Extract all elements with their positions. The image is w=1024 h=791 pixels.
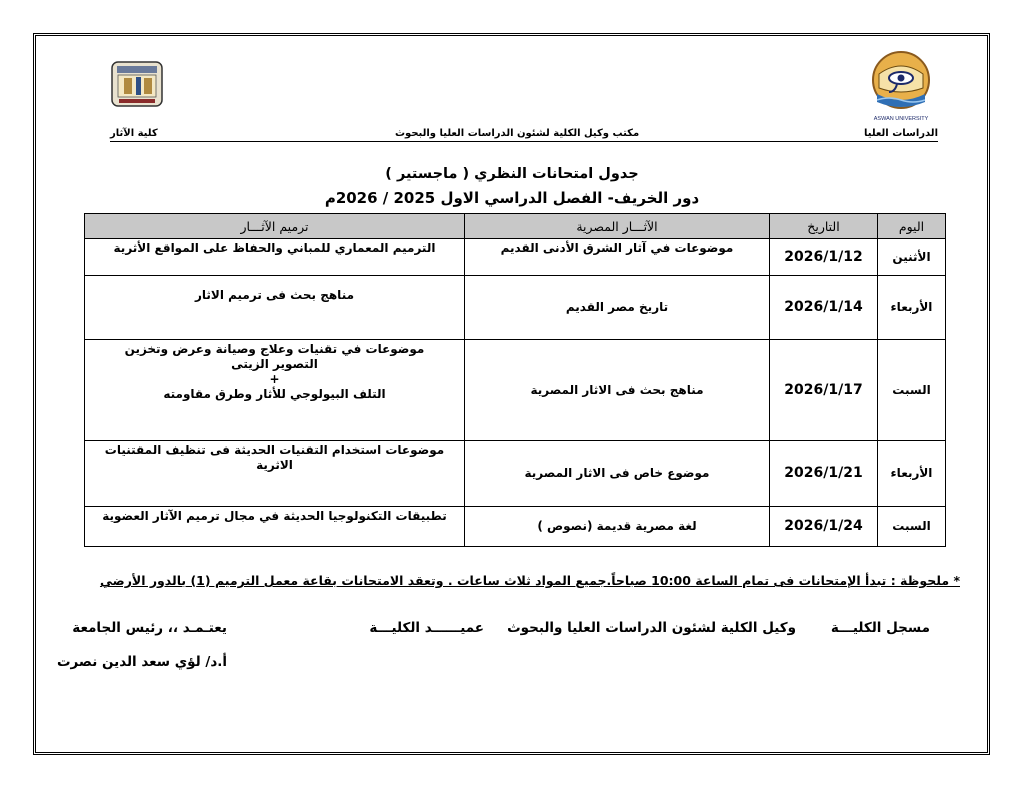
restoration-subject-cell: مناهج بحث فى ترميم الاثار — [85, 276, 465, 340]
table-header-row — [85, 214, 946, 239]
restoration-subject-cell: الترميم المعماري للمباني والحفاظ على المواقع الأثرية — [85, 239, 465, 276]
vice-dean-signature: وكيل الكلية لشئون الدراسات العليا والبحوث — [507, 620, 796, 636]
header-antiquities-restoration: ترميم الآثـــار — [85, 214, 465, 239]
table-row — [85, 340, 946, 441]
header-divider — [110, 141, 938, 142]
header-date: التاريخ — [770, 214, 878, 239]
exam-schedule-table — [84, 213, 946, 547]
restoration-subject-line: موضوعات في تقنيات وعلاج وصيانة وعرض وتخزين — [124, 342, 425, 356]
day-cell: الأثنين — [878, 239, 946, 276]
restoration-subject-cell — [85, 441, 465, 507]
table-row — [85, 441, 946, 507]
day-cell: الأربعاء — [878, 276, 946, 340]
restoration-subject-line: التصوير الزيتى — [231, 357, 318, 371]
exam-note: * ملحوظة : تبدأ الإمتحانات فى تمام الساعة 10:00 صباحاً.جميع المواد ثلاث ساعات . وتعقد الامتحانات بقاعة معمل الترميم (1) بالدور الأرضي — [99, 573, 960, 588]
egyptian-subject-cell: موضوعات في آثار الشرق الأدنى القديم — [465, 239, 770, 276]
restoration-subject-line: الاثرية — [256, 458, 293, 472]
header-day: اليوم — [878, 214, 946, 239]
date-cell: 2026/1/12 — [770, 239, 878, 276]
date-cell: 2026/1/17 — [770, 340, 878, 441]
date-cell: 2026/1/24 — [770, 507, 878, 547]
president-approval: يعتـمـد ،، رئيس الجامعة — [72, 620, 227, 636]
day-cell: السبت — [878, 507, 946, 547]
restoration-subject-cell: تطبيقات التكنولوجيا الحديثة في مجال ترميم الآثار العضوية — [85, 507, 465, 547]
egyptian-subject-cell: تاريخ مصر القديم — [465, 276, 770, 340]
vice-dean-office-label: مكتب وكيل الكلية لشئون الدراسات العليا والبحوث — [395, 128, 640, 139]
page-title: جدول امتحانات النظري ( ماجستير ) — [385, 166, 639, 182]
faculty-label: كلية الآثار — [110, 128, 158, 139]
table-row — [85, 276, 946, 340]
day-cell: الأربعاء — [878, 441, 946, 507]
page-subtitle: دور الخريف- الفصل الدراسي الاول 2025 / 2026م — [324, 189, 700, 207]
header-egyptian-antiquities: الآثـــار المصرية — [465, 214, 770, 239]
graduate-studies-label: الدراسات العليا — [863, 128, 938, 139]
aswan-university-logo — [865, 48, 937, 128]
restoration-subject-cell — [85, 340, 465, 441]
faculty-logo — [110, 60, 164, 110]
restoration-subject-line: التلف البيولوجي للأثار وطرق مقاومته — [163, 387, 386, 401]
table-row — [85, 239, 946, 276]
university-logo-text: ASWAN UNIVERSITY — [873, 116, 929, 122]
date-cell: 2026/1/21 — [770, 441, 878, 507]
plus-sign: + — [269, 372, 280, 386]
day-cell: السبت — [878, 340, 946, 441]
egyptian-subject-cell: مناهج بحث فى الاثار المصرية — [465, 340, 770, 441]
egyptian-subject-cell: لغة مصرية قديمة (نصوص ) — [465, 507, 770, 547]
table-row — [85, 507, 946, 547]
dean-signature: عميــــــد الكليـــة — [369, 620, 484, 636]
president-name: أ.د/ لؤي سعد الدين نصرت — [56, 654, 227, 670]
restoration-subject-line: موضوعات استخدام التقنيات الحديثة فى تنظيف المقتنيات — [104, 443, 445, 457]
registrar-signature: مسجل الكليـــة — [830, 620, 930, 636]
egyptian-subject-cell: موضوع خاص فى الاثار المصرية — [465, 441, 770, 507]
date-cell: 2026/1/14 — [770, 276, 878, 340]
